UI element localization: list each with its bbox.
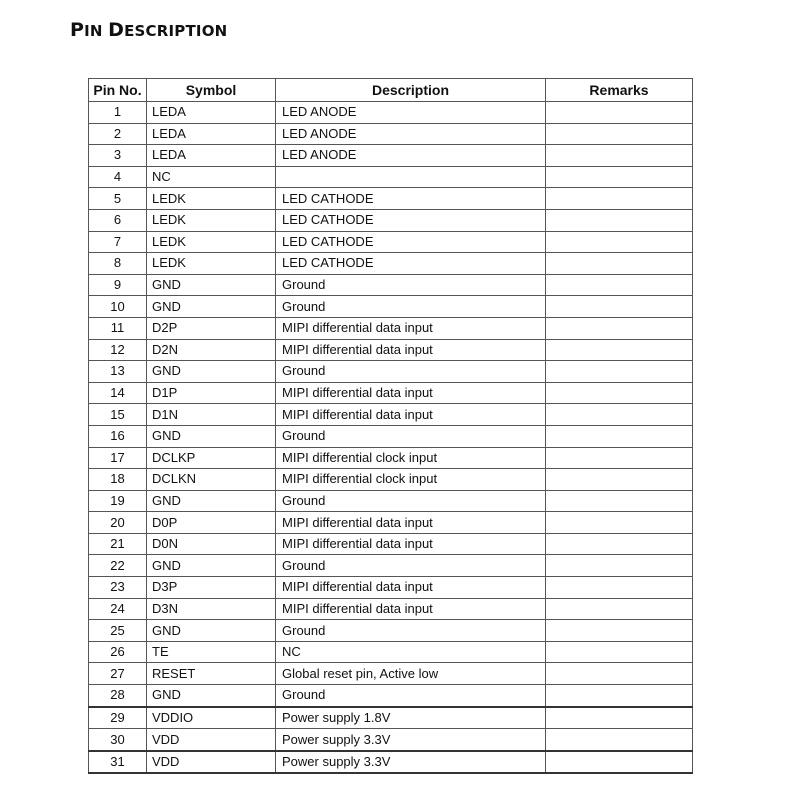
- symbol-cell: VDD: [147, 729, 276, 751]
- table-row: [89, 123, 693, 145]
- table-row: [89, 145, 693, 167]
- symbol-cell: D3N: [147, 598, 276, 620]
- remarks-cell: [546, 598, 693, 620]
- remarks-cell: [546, 751, 693, 774]
- pin-number-cell: 31: [89, 751, 147, 774]
- pin-number-cell: 17: [89, 447, 147, 469]
- pin-number-cell: 24: [89, 598, 147, 620]
- table-row: [89, 166, 693, 188]
- table-row: [89, 253, 693, 275]
- symbol-cell: LEDA: [147, 123, 276, 145]
- description-cell: [276, 166, 546, 188]
- description-cell: Ground: [276, 296, 546, 318]
- symbol-cell: GND: [147, 555, 276, 577]
- remarks-cell: [546, 663, 693, 685]
- table-row: [89, 533, 693, 555]
- symbol-cell: GND: [147, 425, 276, 447]
- table-row: [89, 598, 693, 620]
- symbol-cell: LEDK: [147, 209, 276, 231]
- pin-number-cell: 9: [89, 274, 147, 296]
- description-cell: Ground: [276, 490, 546, 512]
- description-cell: Power supply 3.3V: [276, 729, 546, 751]
- description-cell: LED CATHODE: [276, 209, 546, 231]
- description-cell: MIPI differential clock input: [276, 469, 546, 491]
- symbol-cell: RESET: [147, 663, 276, 685]
- table-row: [89, 339, 693, 361]
- remarks-cell: [546, 253, 693, 275]
- symbol-cell: GND: [147, 296, 276, 318]
- symbol-cell: VDDIO: [147, 707, 276, 729]
- description-cell: NC: [276, 641, 546, 663]
- header-symbol: Symbol: [147, 79, 276, 102]
- remarks-cell: [546, 707, 693, 729]
- remarks-cell: [546, 209, 693, 231]
- pin-number-cell: 25: [89, 620, 147, 642]
- remarks-cell: [546, 490, 693, 512]
- pin-number-cell: 7: [89, 231, 147, 253]
- pin-description-table: [88, 78, 693, 774]
- table-row: [89, 751, 693, 774]
- remarks-cell: [546, 729, 693, 751]
- symbol-cell: D1N: [147, 404, 276, 426]
- pin-number-cell: 13: [89, 361, 147, 383]
- symbol-cell: D0P: [147, 512, 276, 534]
- description-cell: MIPI differential data input: [276, 533, 546, 555]
- pin-number-cell: 6: [89, 209, 147, 231]
- title-rest-pin: IN: [84, 22, 109, 40]
- header-remarks: Remarks: [546, 79, 693, 102]
- remarks-cell: [546, 533, 693, 555]
- remarks-cell: [546, 188, 693, 210]
- description-cell: LED ANODE: [276, 123, 546, 145]
- pin-number-cell: 19: [89, 490, 147, 512]
- pin-number-cell: 5: [89, 188, 147, 210]
- description-cell: Ground: [276, 274, 546, 296]
- title-initial-d: D: [108, 19, 125, 41]
- description-cell: MIPI differential data input: [276, 577, 546, 599]
- table-row: [89, 274, 693, 296]
- pin-number-cell: 26: [89, 641, 147, 663]
- pin-number-cell: 10: [89, 296, 147, 318]
- symbol-cell: D1P: [147, 382, 276, 404]
- description-cell: Global reset pin, Active low: [276, 663, 546, 685]
- table-row: [89, 102, 693, 124]
- table-row: [89, 296, 693, 318]
- symbol-cell: DCLKP: [147, 447, 276, 469]
- remarks-cell: [546, 425, 693, 447]
- description-cell: Ground: [276, 425, 546, 447]
- title-initial-p: P: [70, 19, 85, 41]
- symbol-cell: LEDA: [147, 102, 276, 124]
- description-cell: MIPI differential data input: [276, 404, 546, 426]
- table-row: [89, 361, 693, 383]
- symbol-cell: D3P: [147, 577, 276, 599]
- table-row: [89, 469, 693, 491]
- table-row: [89, 512, 693, 534]
- remarks-cell: [546, 382, 693, 404]
- remarks-cell: [546, 620, 693, 642]
- pin-number-cell: 23: [89, 577, 147, 599]
- table-row: [89, 404, 693, 426]
- description-cell: LED ANODE: [276, 145, 546, 167]
- description-cell: LED CATHODE: [276, 188, 546, 210]
- remarks-cell: [546, 339, 693, 361]
- table-row: [89, 447, 693, 469]
- table-row: [89, 209, 693, 231]
- remarks-cell: [546, 361, 693, 383]
- table-header-row: [89, 79, 693, 102]
- table-row: [89, 577, 693, 599]
- title-rest-description: ESCRIPTION: [124, 22, 228, 40]
- pin-number-cell: 20: [89, 512, 147, 534]
- table-row: [89, 685, 693, 707]
- symbol-cell: LEDA: [147, 145, 276, 167]
- remarks-cell: [546, 274, 693, 296]
- table-row: [89, 555, 693, 577]
- remarks-cell: [546, 469, 693, 491]
- description-cell: Ground: [276, 685, 546, 707]
- remarks-cell: [546, 555, 693, 577]
- description-cell: Power supply 1.8V: [276, 707, 546, 729]
- remarks-cell: [546, 404, 693, 426]
- table-row: [89, 317, 693, 339]
- pin-number-cell: 12: [89, 339, 147, 361]
- remarks-cell: [546, 123, 693, 145]
- table-body: [89, 102, 693, 774]
- description-cell: Ground: [276, 361, 546, 383]
- table-row: [89, 707, 693, 729]
- description-cell: MIPI differential data input: [276, 598, 546, 620]
- remarks-cell: [546, 512, 693, 534]
- description-cell: Ground: [276, 620, 546, 642]
- symbol-cell: LEDK: [147, 231, 276, 253]
- description-cell: MIPI differential data input: [276, 512, 546, 534]
- pin-number-cell: 1: [89, 102, 147, 124]
- description-cell: Ground: [276, 555, 546, 577]
- pin-number-cell: 29: [89, 707, 147, 729]
- description-cell: MIPI differential data input: [276, 317, 546, 339]
- pin-number-cell: 22: [89, 555, 147, 577]
- description-cell: LED CATHODE: [276, 253, 546, 275]
- symbol-cell: GND: [147, 685, 276, 707]
- description-cell: MIPI differential data input: [276, 339, 546, 361]
- table-row: [89, 231, 693, 253]
- description-cell: LED CATHODE: [276, 231, 546, 253]
- pin-number-cell: 14: [89, 382, 147, 404]
- symbol-cell: NC: [147, 166, 276, 188]
- description-cell: MIPI differential clock input: [276, 447, 546, 469]
- remarks-cell: [546, 641, 693, 663]
- symbol-cell: LEDK: [147, 188, 276, 210]
- symbol-cell: GND: [147, 620, 276, 642]
- pin-number-cell: 16: [89, 425, 147, 447]
- table-row: [89, 425, 693, 447]
- table-row: [89, 382, 693, 404]
- symbol-cell: D2N: [147, 339, 276, 361]
- pin-number-cell: 15: [89, 404, 147, 426]
- symbol-cell: D0N: [147, 533, 276, 555]
- remarks-cell: [546, 685, 693, 707]
- pin-number-cell: 21: [89, 533, 147, 555]
- pin-number-cell: 27: [89, 663, 147, 685]
- table-row: [89, 490, 693, 512]
- symbol-cell: GND: [147, 361, 276, 383]
- symbol-cell: DCLKN: [147, 469, 276, 491]
- remarks-cell: [546, 231, 693, 253]
- pin-number-cell: 18: [89, 469, 147, 491]
- table-row: [89, 729, 693, 751]
- remarks-cell: [546, 166, 693, 188]
- header-pin-no: Pin No.: [89, 79, 147, 102]
- symbol-cell: LEDK: [147, 253, 276, 275]
- remarks-cell: [546, 145, 693, 167]
- page-title: [70, 19, 227, 41]
- pin-number-cell: 30: [89, 729, 147, 751]
- remarks-cell: [546, 296, 693, 318]
- remarks-cell: [546, 317, 693, 339]
- header-description: Description: [276, 79, 546, 102]
- symbol-cell: D2P: [147, 317, 276, 339]
- table-row: [89, 188, 693, 210]
- description-cell: Power supply 3.3V: [276, 751, 546, 774]
- symbol-cell: GND: [147, 490, 276, 512]
- table-row: [89, 641, 693, 663]
- symbol-cell: GND: [147, 274, 276, 296]
- pin-number-cell: 11: [89, 317, 147, 339]
- pin-number-cell: 2: [89, 123, 147, 145]
- table-row: [89, 620, 693, 642]
- description-cell: LED ANODE: [276, 102, 546, 124]
- symbol-cell: VDD: [147, 751, 276, 774]
- pin-number-cell: 4: [89, 166, 147, 188]
- remarks-cell: [546, 102, 693, 124]
- table-row: [89, 663, 693, 685]
- symbol-cell: TE: [147, 641, 276, 663]
- remarks-cell: [546, 447, 693, 469]
- pin-number-cell: 8: [89, 253, 147, 275]
- description-cell: MIPI differential data input: [276, 382, 546, 404]
- pin-number-cell: 3: [89, 145, 147, 167]
- pin-number-cell: 28: [89, 685, 147, 707]
- remarks-cell: [546, 577, 693, 599]
